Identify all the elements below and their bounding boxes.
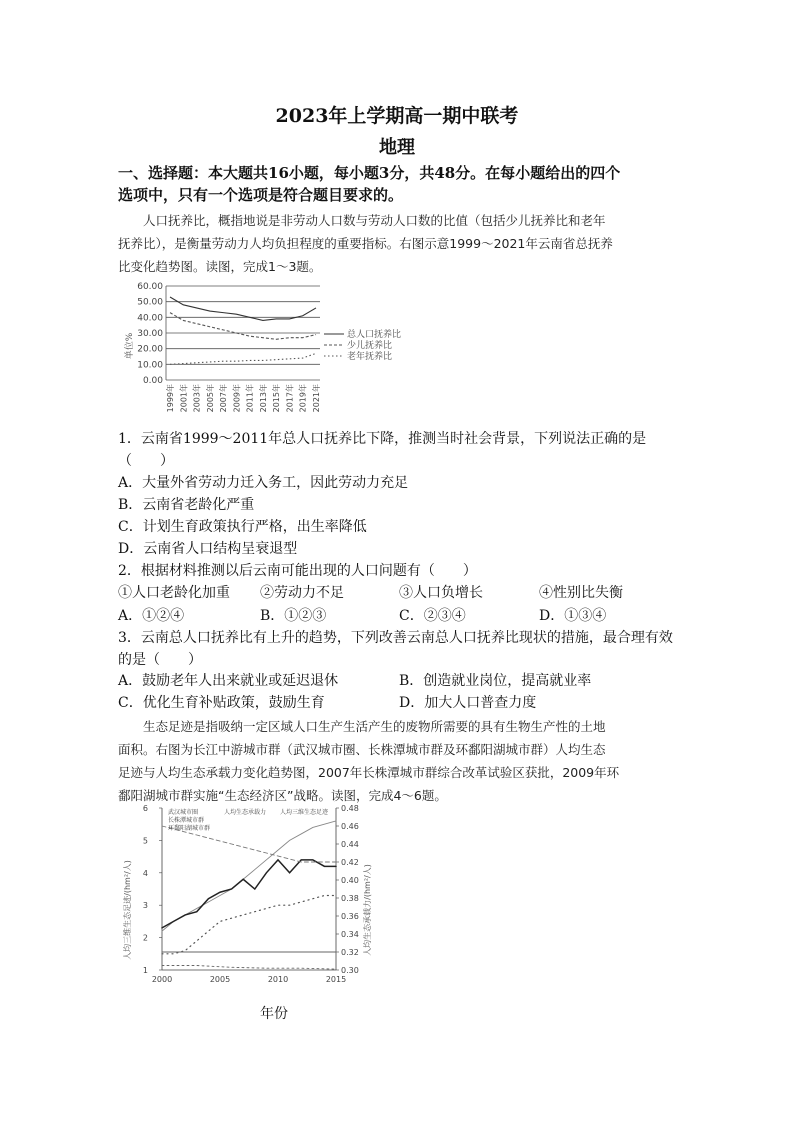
chart1-legend-label: 总人口抚养比 xyxy=(347,330,402,340)
chart2-y2tick-label: 0.40 xyxy=(341,876,359,885)
q3-option-d[interactable]: D．加大人口普查力度 xyxy=(399,695,537,711)
question-1 xyxy=(118,428,688,560)
chart2-y2tick-label: 0.38 xyxy=(341,894,359,903)
chart1-series-line xyxy=(170,313,316,340)
q2-option-c[interactable]: C．②③④ xyxy=(399,608,466,624)
q3-option-a[interactable]: A．鼓励老年人出来就业或延迟退休 xyxy=(118,673,339,689)
chart2-y2tick-label: 0.34 xyxy=(341,930,359,939)
q1-option-a[interactable]: A．大量外省劳动力迁入务工，因此劳动力充足 xyxy=(118,475,409,491)
chart2-ytick-label: 3 xyxy=(142,901,148,911)
chart2-xtick-label: 2010 xyxy=(267,975,289,984)
chart1-ytick-label: 10.00 xyxy=(137,360,163,371)
q2-option-d[interactable]: D．①③④ xyxy=(539,608,607,624)
chart1-grid xyxy=(166,286,320,380)
chart1-legend xyxy=(324,328,401,362)
ecological-footprint-chart xyxy=(118,800,380,992)
chart2-legend-label: 人均三维生态足迹 xyxy=(280,809,329,816)
chart2-y2ticks xyxy=(336,804,359,975)
chart2-y2tick-label: 0.46 xyxy=(341,822,359,831)
q2-item-4: ④性别比失衡 xyxy=(539,585,623,601)
q1-option-c[interactable]: C．计划生育政策执行严格，出生率降低 xyxy=(118,519,367,535)
chart1-yticks xyxy=(137,282,163,386)
q1-option-b[interactable]: B．云南省老龄化严重 xyxy=(118,497,255,513)
chart2-y2tick-label: 0.30 xyxy=(341,966,359,975)
chart1-xtick-label: 2007年 xyxy=(219,384,229,413)
section-heading xyxy=(118,162,678,206)
chart2-y2tick-label: 0.48 xyxy=(341,804,359,813)
exam-title: 2023年上学期高一期中联考 xyxy=(275,105,519,127)
q2-item-1: ①人口老龄化加重 xyxy=(118,585,230,601)
q2-item-2: ②劳动力不足 xyxy=(260,585,344,601)
chart2-y2label: 人均生态承载力/(hm²/人) xyxy=(363,864,372,956)
chart2-ytick-label: 2 xyxy=(142,933,148,943)
chart1-series xyxy=(170,297,316,364)
q2-option-a[interactable]: A．①②④ xyxy=(118,608,185,624)
chart2-y2tick-label: 0.36 xyxy=(341,912,359,921)
material-line: 抚养比），是衡量劳动力人均负担程度的重要指标。右图示意1999～2021年云南省总抚养 xyxy=(118,236,613,251)
dependency-ratio-chart xyxy=(118,276,448,424)
chart2-ytick-label: 5 xyxy=(142,836,148,846)
chart1-xtick-label: 2013年 xyxy=(258,384,268,413)
chart1-ytick-label: 20.00 xyxy=(137,344,163,355)
chart1-xtick-label: 2015年 xyxy=(272,384,282,413)
chart2-ytick-label: 6 xyxy=(142,804,148,813)
chart2-y2tick-label: 0.44 xyxy=(341,840,359,849)
chart2-xtick-label: 2005 xyxy=(209,975,231,984)
chart2-legend-label: 武汉城市圈 xyxy=(168,809,199,816)
material-line: 人口抚养比，概指地说是非劳动人口数与劳动人口数的比值（包括少儿抚养比和老年 xyxy=(143,213,606,228)
question-3 xyxy=(118,627,693,671)
chart2-legend xyxy=(168,808,329,832)
chart1-ytick-label: 30.00 xyxy=(137,329,163,339)
chart1-xtick-label: 2005年 xyxy=(205,384,215,413)
q2-option-b[interactable]: B．①②③ xyxy=(260,608,327,624)
q1-stem: 1．云南省1999～2011年总人口抚养比下降，推测当时社会背景，下列说法正确的是 xyxy=(118,431,647,447)
chart1-ytick-label: 40.00 xyxy=(137,313,163,324)
chart2-xtick-label: 2015 xyxy=(325,975,347,984)
chart1-xtick-label: 2019年 xyxy=(298,384,308,413)
q2-stem: 2．根据材料推测以后云南可能出现的人口问题有（ ） xyxy=(118,563,477,579)
chart2-series-line xyxy=(162,966,336,970)
chart2-xtick-label: 2000 xyxy=(151,975,173,984)
chart2-legend-label: 环鄱阳湖城市群 xyxy=(168,825,211,832)
q2-item-3: ③人口负增长 xyxy=(399,585,483,601)
chart1-xticks xyxy=(165,384,321,412)
material-line: 面积。右图为长江中游城市群（武汉城市圈、长株潭城市群及环鄱阳湖城市群）人均生态 xyxy=(118,742,606,757)
chart1-xtick-label: 1999年 xyxy=(166,384,175,413)
q1-stem-paren: （ ） xyxy=(118,453,174,469)
chart1-ylabel: 单位% xyxy=(125,332,135,360)
chart1-series-line xyxy=(170,353,316,364)
material-line: 比变化趋势图。读图，完成1～3题。 xyxy=(118,259,322,274)
chart1-ytick-label: 60.00 xyxy=(137,282,163,292)
section-heading-line: 选项中，只有一个选项是符合题目要求的。 xyxy=(118,186,404,204)
chart2-legend-label: 长株潭城市群 xyxy=(168,817,205,824)
subject-title: 地理 xyxy=(379,137,415,158)
chart2-ytick-label: 1 xyxy=(142,966,148,975)
q3-option-b[interactable]: B．创造就业岗位，提高就业率 xyxy=(399,673,592,689)
chart2-legend-label: 人均生态承载力 xyxy=(224,809,267,816)
chart2-series xyxy=(162,821,336,969)
chart1-xtick-label: 2001年 xyxy=(179,384,189,413)
chart1-ytick-label: 50.00 xyxy=(137,297,163,308)
chart2-ylabel: 人均三维生态足迹/(hm²/人) xyxy=(123,860,132,960)
chart2-yticks xyxy=(143,804,162,975)
material-1 xyxy=(118,209,678,278)
chart1-legend-label: 少儿抚养比 xyxy=(347,341,393,351)
q3-option-c[interactable]: C．优化生育补贴政策，鼓励生育 xyxy=(118,695,325,711)
chart2-series-line xyxy=(162,895,336,953)
chart1-xtick-label: 2017年 xyxy=(285,384,295,413)
chart2-ytick-label: 4 xyxy=(142,868,148,878)
material-line: 鄱阳湖城市群实施“生态经济区”战略。读图，完成4～6题。 xyxy=(118,788,447,803)
chart1-ytick-label: 0.00 xyxy=(142,376,163,386)
material-line: 足迹与人均生态承载力变化趋势图，2007年长株潭城市群综合改革试验区获批，2009年环 xyxy=(118,765,620,780)
section-heading-line: 一、选择题：本大题共16小题，每小题3分，共48分。在每小题给出的四个 xyxy=(118,164,621,182)
chart2-series-line xyxy=(162,860,336,928)
chart2-y2tick-label: 0.32 xyxy=(341,948,359,957)
chart2-caption: 年份 xyxy=(260,1006,288,1022)
chart1-xtick-label: 2021年 xyxy=(312,384,321,413)
chart1-legend-label: 老年抚养比 xyxy=(347,352,393,362)
q3-stem: 3．云南总人口抚养比有上升的趋势，下列改善云南总人口抚养比现状的措施，最合理有效 xyxy=(118,630,673,646)
chart1-xtick-label: 2011年 xyxy=(245,384,255,413)
chart1-xtick-label: 2009年 xyxy=(232,384,242,413)
chart2-axes xyxy=(162,808,336,970)
chart2-xticks xyxy=(152,975,346,984)
chart2-y2tick-label: 0.42 xyxy=(341,858,359,867)
q3-stem-2: 的是（ ） xyxy=(118,652,202,668)
chart1-xtick-label: 2003年 xyxy=(192,384,202,413)
material-line: 生态足迹是指吸纳一定区域人口生产生活产生的废物所需要的具有生物生产性的土地 xyxy=(143,719,606,734)
material-2 xyxy=(118,715,678,807)
q1-option-d[interactable]: D．云南省人口结构呈衰退型 xyxy=(118,541,298,557)
